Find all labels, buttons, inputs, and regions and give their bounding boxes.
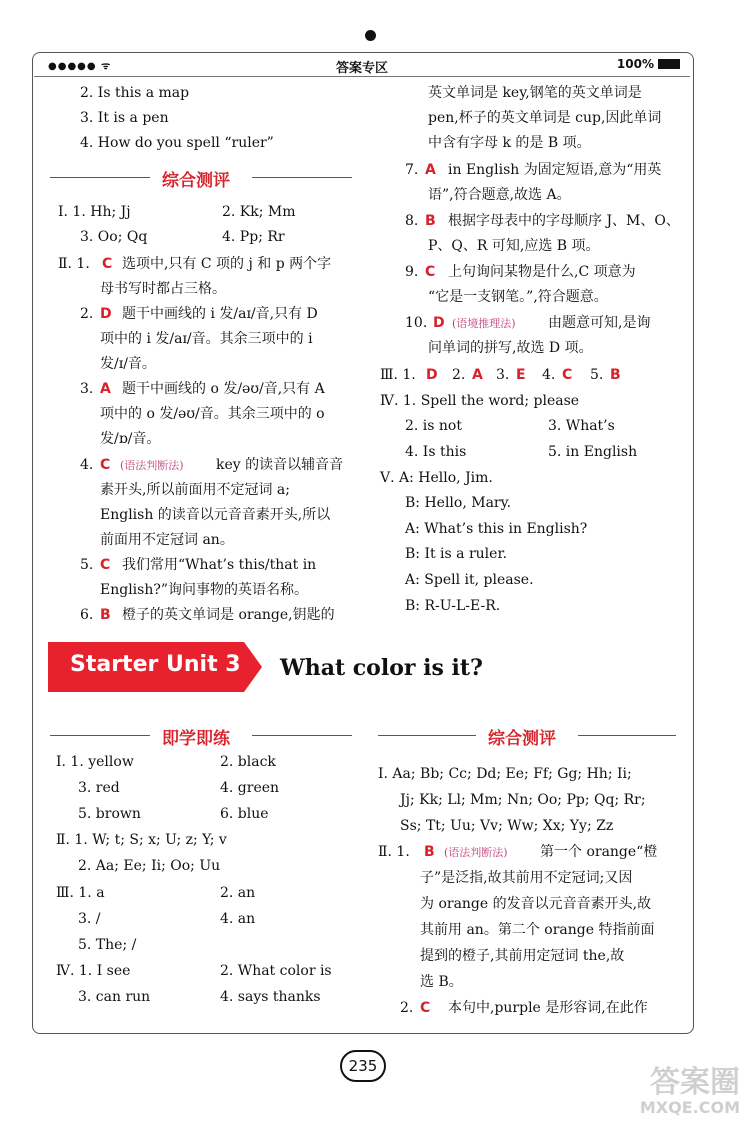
question-number: 8.: [405, 213, 419, 229]
answer-letter: D: [426, 367, 438, 383]
answer-line: 4. green: [220, 780, 280, 796]
answer-letter: C: [100, 457, 111, 473]
question-number: Ⅱ. 1.: [378, 844, 410, 860]
answer-line: 4. an: [220, 911, 256, 927]
explanation-line: 第一个 orange“橙: [540, 844, 658, 860]
dialogue-line: A: What’s this in English?: [405, 521, 588, 537]
answer-line: 4. says thanks: [220, 989, 321, 1005]
question-number: 2.: [400, 1000, 414, 1016]
answer-line: 2. an: [220, 885, 256, 901]
answer-line: Ⅰ. Aa; Bb; Cc; Dd; Ee; Ff; Gg; Hh; Ii;: [378, 766, 632, 782]
answer-letter: B: [425, 213, 436, 229]
explanation-line: 提到的橙子,其前用定冠词 the,故: [420, 948, 625, 964]
answer-letter: D: [433, 315, 445, 331]
answer-letter: B: [100, 607, 111, 623]
answer-line: 2. black: [220, 754, 276, 770]
question-number: 2.: [452, 367, 466, 383]
answer-line: 3. red: [78, 780, 120, 796]
explanation-line: 母书写时都占三格。: [100, 281, 226, 297]
explanation-line: pen,杯子的英文单词是 cup,因此单词: [428, 110, 662, 126]
answer-line: 3. What’s: [548, 418, 615, 434]
explanation-line: 项中的 o 发/əʊ/音。其余三项中的 o: [100, 406, 325, 422]
section-rule: [578, 735, 676, 736]
answer-line: Ⅳ. 1. Spell the word; please: [380, 393, 580, 409]
battery-indicator: [617, 57, 680, 71]
explanation-line: 橙子的英文单词是 orange,钥匙的: [122, 607, 335, 623]
explanation-line: in English 为固定短语,意为“用英: [448, 162, 662, 178]
answer-line: 2. is not: [405, 418, 462, 434]
explanation-line: 上句询问某物是什么,C 项意为: [448, 264, 636, 280]
answer-line: Ⅱ. 1. W; t; S; x; U; z; Y; v: [56, 832, 227, 848]
explanation-line: 项中的 i 发/aɪ/音。其余三项中的 i: [100, 331, 313, 347]
answer-line: 2. Is this a map: [80, 85, 190, 101]
section-rule: [252, 735, 352, 736]
explanation-line: 选 B。: [420, 974, 463, 990]
unit-banner-arrow: [244, 642, 262, 692]
section-rule: [252, 177, 352, 178]
answer-letter: A: [100, 381, 111, 397]
explanation-line: 素开头,所以前面用不定冠词 a;: [100, 482, 290, 498]
section-title-zonghe: 综合测评: [162, 171, 230, 191]
explanation-line: 根据字母表中的字母顺序 J、M、O、: [448, 213, 680, 229]
answer-letter: E: [516, 367, 526, 383]
explanation-line: 为 orange 的发音以元音音素开头,故: [420, 896, 652, 912]
explanation-line: 题干中画线的 o 发/əʊ/音,只有 A: [122, 381, 325, 397]
section-rule: [378, 735, 476, 736]
question-number: 5.: [80, 557, 94, 573]
answer-letter: C: [425, 264, 436, 280]
dialogue-line: Ⅴ. A: Hello, Jim.: [380, 470, 493, 486]
answer-line: 3. Oo; Qq: [80, 229, 148, 245]
explanation-line: 其前用 an。第二个 orange 特指前面: [420, 922, 655, 938]
status-title: 答案专区: [335, 61, 388, 76]
method-tag: (语境推理法): [452, 317, 516, 330]
question-number: Ⅱ. 1.: [58, 256, 90, 272]
explanation-line: 发/ɒ/音。: [100, 431, 161, 447]
explanation-line: 本句中,purple 是形容词,在此作: [448, 1000, 648, 1016]
answer-line: 5. The; /: [78, 937, 137, 953]
explanation-line: English 的读音以元音音素开头,所以: [100, 507, 331, 523]
answer-letter: C: [562, 367, 573, 383]
answer-line: 5. brown: [78, 806, 141, 822]
signal-icon: ●●●●● ᯤ: [48, 61, 112, 72]
explanation-line: 英文单词是 key,钢笔的英文单词是: [428, 85, 642, 101]
question-number: 5.: [590, 367, 604, 383]
explanation-line: 选项中,只有 C 项的 j 和 p 两个字: [122, 256, 332, 272]
watermark-text: 答案圈: [650, 1065, 740, 1100]
question-number: 4.: [80, 457, 94, 473]
answer-line: 4. Pp; Rr: [222, 229, 285, 245]
answer-letter: C: [420, 1000, 431, 1016]
dialogue-line: B: Hello, Mary.: [405, 495, 512, 511]
question-number: 3.: [80, 381, 94, 397]
section-rule: [50, 177, 150, 178]
unit-title: What color is it?: [280, 655, 483, 681]
method-tag: (语法判断法): [120, 459, 184, 472]
question-number: 2.: [80, 306, 94, 322]
answer-line: Ⅰ. 1. yellow: [56, 754, 134, 770]
answer-line: Jj; Kk; Ll; Mm; Nn; Oo; Pp; Qq; Rr;: [400, 792, 646, 808]
answer-line: Ⅰ. 1. Hh; Jj: [58, 204, 131, 220]
answer-line: 3. can run: [78, 989, 151, 1005]
question-number: 3.: [496, 367, 510, 383]
answer-line: 5. in English: [548, 444, 638, 460]
explanation-line: 由题意可知,是询: [548, 315, 651, 331]
status-bar: [34, 54, 690, 77]
method-tag: (语法判断法): [444, 846, 508, 859]
explanation-line: 我们常用“What’s this/that in: [122, 557, 317, 573]
answer-letter: D: [100, 306, 112, 322]
explanation-line: 中含有字母 k 的是 B 项。: [428, 135, 591, 151]
answer-line: 6. blue: [220, 806, 269, 822]
answer-line: 2. Kk; Mm: [222, 204, 296, 220]
dialogue-line: B: R-U-L-E-R.: [405, 598, 501, 614]
answer-letter: A: [472, 367, 483, 383]
explanation-line: 前面用不定冠词 an。: [100, 532, 234, 548]
section-title-jixue: 即学即练: [162, 729, 230, 749]
page-number: 235: [340, 1050, 386, 1082]
answer-letter: C: [100, 557, 111, 573]
section-title-zonghe-2: 综合测评: [488, 729, 556, 749]
question-number: 4.: [542, 367, 556, 383]
answer-line: 4. How do you spell “ruler”: [80, 135, 274, 151]
explanation-line: “它是一支钢笔。”,符合题意。: [428, 289, 608, 305]
explanation-line: 问单词的拼写,故选 D 项。: [428, 340, 593, 356]
explanation-line: English?”询问事物的英语名称。: [100, 582, 309, 598]
answer-line: 3. It is a pen: [80, 110, 169, 126]
dialogue-line: A: Spell it, please.: [405, 572, 534, 588]
explanation-line: 语”,符合题意,故选 A。: [428, 187, 571, 203]
question-number: 10.: [405, 315, 428, 331]
answer-line: 3. /: [78, 911, 101, 927]
answer-line: 2. Aa; Ee; Ii; Oo; Uu: [78, 858, 221, 874]
watermark-url: MXQE.COM: [639, 1098, 740, 1117]
answer-line: 2. What color is: [220, 963, 332, 979]
explanation-line: 发/ɪ/音。: [100, 356, 156, 372]
answer-line: Ⅳ. 1. I see: [56, 963, 131, 979]
answer-line: Ss; Tt; Uu; Vv; Ww; Xx; Yy; Zz: [400, 818, 614, 834]
answer-letter: B: [424, 844, 435, 860]
answer-letter: C: [102, 256, 113, 272]
section-rule: [50, 735, 150, 736]
answer-letter: A: [425, 162, 436, 178]
question-number: 6.: [80, 607, 94, 623]
camera-dot: [365, 30, 376, 41]
answer-letter: B: [610, 367, 621, 383]
dialogue-line: B: It is a ruler.: [405, 546, 508, 562]
answer-line: Ⅲ. 1. a: [56, 885, 105, 901]
question-number: Ⅲ. 1.: [380, 367, 416, 383]
unit-label: Starter Unit 3: [70, 652, 241, 677]
explanation-line: P、Q、R 可知,应选 B 项。: [428, 238, 600, 254]
answer-line: 4. Is this: [405, 444, 467, 460]
question-number: 9.: [405, 264, 419, 280]
question-number: 7.: [405, 162, 419, 178]
explanation-line: 子”是泛指,故其前用不定冠词;又因: [420, 870, 633, 886]
explanation-line: 题干中画线的 i 发/aɪ/音,只有 D: [122, 306, 318, 322]
explanation-line: key 的读音以辅音音: [216, 457, 344, 473]
battery-icon: [658, 59, 680, 69]
watermark: [640, 1067, 740, 1117]
battery-percent: 100%: [616, 57, 654, 71]
